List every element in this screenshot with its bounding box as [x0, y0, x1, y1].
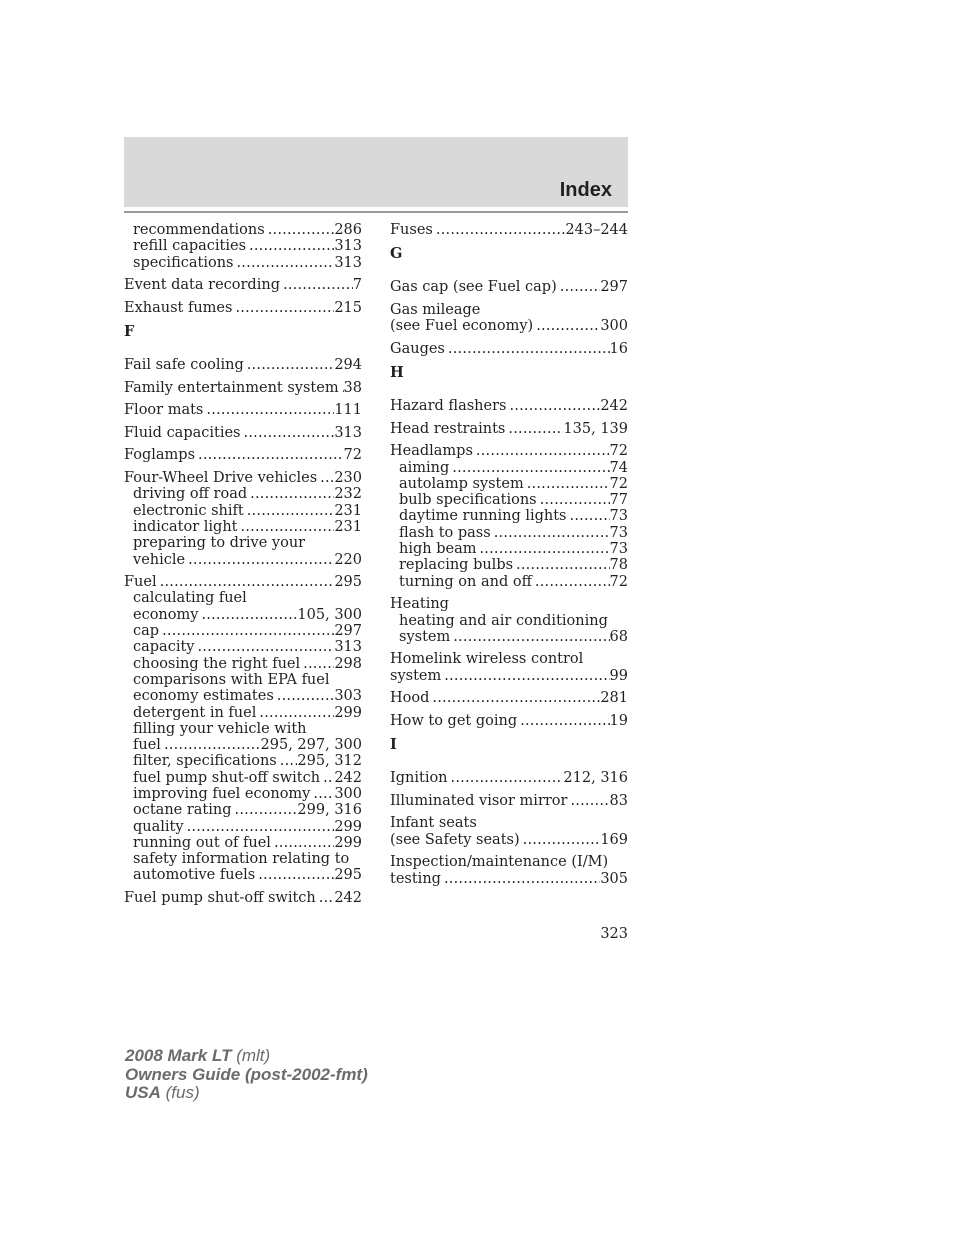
entry-label: (see Fuel economy) — [390, 318, 534, 335]
index-entry — [390, 279, 628, 295]
index-entry-line — [390, 770, 628, 786]
dot-leader — [274, 688, 335, 704]
dot-leader — [567, 793, 609, 809]
entry-page: 72 — [609, 443, 628, 460]
index-entry-line — [390, 668, 628, 684]
entry-page: 232 — [334, 486, 362, 503]
index-entry-line — [390, 302, 628, 318]
dot-leader — [433, 222, 566, 238]
entry-label: Headlamps — [390, 443, 473, 460]
footer-line-guide — [125, 1066, 368, 1085]
entry-label: detergent in fuel — [133, 704, 257, 721]
dot-leader — [476, 541, 609, 557]
entry-label: fuel pump shut-off switch — [133, 769, 321, 786]
entry-page: 169 — [600, 831, 628, 848]
dot-leader — [449, 460, 609, 476]
index-entry-line — [124, 277, 362, 293]
dot-leader — [505, 421, 563, 437]
entry-page: 313 — [334, 639, 362, 656]
dot-leader — [159, 623, 334, 639]
section-letter: H — [390, 364, 404, 382]
entry-page: 19 — [609, 712, 628, 729]
index-entry-line — [124, 447, 362, 463]
dot-leader — [256, 705, 334, 721]
entry-label: choosing the right fuel — [133, 655, 301, 672]
entry-page: 295 — [334, 867, 362, 884]
dot-leader — [271, 835, 334, 851]
section-letter: I — [390, 736, 397, 754]
entry-label: Illuminated visor mirror — [390, 792, 568, 809]
footer-market-code: (fus) — [160, 1083, 200, 1102]
entry-label: Four-Wheel Drive vehicles — [124, 470, 318, 487]
entry-label: Infant seats — [390, 815, 477, 832]
entry-page: 78 — [609, 557, 628, 574]
index-subentry — [124, 656, 362, 672]
entry-label: safety information relating to — [133, 851, 350, 868]
entry-label: running out of fuel — [133, 834, 271, 851]
dot-leader — [524, 476, 610, 492]
entry-page: 281 — [600, 690, 628, 707]
dot-leader — [277, 753, 298, 769]
index-entry-line — [124, 470, 362, 486]
index-entry — [390, 713, 628, 729]
dot-leader — [473, 443, 610, 459]
index-column-right — [390, 222, 628, 893]
footer-line-model — [125, 1047, 368, 1066]
dot-leader — [567, 508, 610, 524]
entry-page: 77 — [609, 492, 628, 509]
dot-leader — [513, 557, 610, 573]
dot-leader — [280, 277, 353, 293]
entry-label: Gauges — [390, 340, 445, 357]
dot-leader — [185, 552, 334, 568]
index-subentry — [124, 705, 362, 721]
dot-leader — [265, 222, 335, 238]
entry-page: 135, 139 — [563, 420, 628, 437]
dot-leader — [157, 574, 335, 590]
entry-label: Fuses — [390, 222, 433, 238]
dot-leader — [310, 786, 334, 802]
entry-label: Fuel — [124, 574, 157, 591]
index-entry — [390, 793, 628, 809]
index-subentry — [124, 688, 362, 704]
dot-leader — [520, 832, 601, 848]
index-subentry — [124, 753, 362, 769]
index-entry — [124, 574, 362, 884]
index-entry — [124, 470, 362, 568]
index-entry — [390, 443, 628, 590]
entry-page: 73 — [609, 541, 628, 558]
index-subentry — [390, 557, 628, 573]
entry-label: system — [390, 667, 442, 684]
index-entry-line — [390, 341, 628, 357]
entry-page: 299 — [334, 704, 362, 721]
footer-line-market — [125, 1084, 368, 1103]
index-subentry — [390, 541, 628, 557]
entry-label: Gas cap (see Fuel cap) — [390, 279, 557, 296]
entry-page: 313 — [334, 238, 362, 255]
entry-label: Exhaust fumes — [124, 299, 233, 316]
entry-label: refill capacities — [133, 238, 247, 255]
dot-leader — [429, 690, 600, 706]
index-subentry — [124, 737, 362, 753]
dot-leader — [246, 238, 334, 254]
entry-label: economy estimates — [133, 688, 274, 705]
dot-leader — [557, 279, 601, 295]
index-entry — [390, 815, 628, 848]
index-entry-line — [390, 596, 628, 612]
entry-label: Fluid capacities — [124, 424, 241, 441]
index-subentry — [124, 721, 362, 737]
entry-page: 294 — [334, 357, 362, 374]
section-letter: G — [390, 245, 403, 263]
index-entry-line — [124, 380, 362, 396]
entry-page: 16 — [609, 340, 628, 357]
entry-page: 83 — [609, 792, 628, 809]
index-entry — [124, 447, 362, 463]
index-entry — [390, 341, 628, 357]
index-entry-line — [390, 793, 628, 809]
entry-page: 72 — [609, 573, 628, 590]
entry-page: 303 — [334, 688, 362, 705]
entry-page: 297 — [600, 279, 628, 296]
index-subentry — [390, 460, 628, 476]
entry-page: 73 — [609, 524, 628, 541]
entry-label: electronic shift — [133, 502, 244, 519]
index-entry — [390, 398, 628, 414]
entry-page: 298 — [334, 655, 362, 672]
entry-label: Homelink wireless control — [390, 651, 584, 668]
entry-label: Head restraints — [390, 420, 506, 437]
index-subentry — [124, 867, 362, 883]
footer-model: 2008 Mark LT — [125, 1046, 232, 1065]
entry-label: driving off road — [133, 486, 248, 503]
entry-label: automotive fuels — [133, 867, 256, 884]
entry-page: 105, 300 — [297, 606, 362, 623]
index-entry-line — [390, 871, 628, 887]
index-subentry — [124, 835, 362, 851]
index-subentry — [124, 590, 362, 606]
entry-label: replacing bulbs — [399, 557, 514, 574]
entry-page: 299, 316 — [297, 802, 362, 819]
entry-label: daytime running lights — [399, 508, 567, 525]
index-subentry — [124, 255, 362, 271]
dot-leader — [184, 819, 335, 835]
dot-leader — [195, 447, 344, 463]
dot-leader — [255, 867, 334, 883]
index-entry-line — [390, 690, 628, 706]
index-entry — [390, 854, 628, 887]
dot-leader — [450, 629, 609, 645]
index-subentry — [124, 222, 362, 238]
dot-leader — [445, 341, 610, 357]
dot-leader — [441, 668, 609, 684]
index-subentry — [124, 623, 362, 639]
entry-page: 99 — [609, 667, 628, 684]
index-entry — [124, 300, 362, 316]
index-entry-line — [124, 300, 362, 316]
index-entry — [124, 357, 362, 373]
entry-page: 305 — [600, 870, 628, 887]
entry-page: 295 — [334, 574, 362, 591]
dot-leader — [533, 318, 600, 334]
entry-page: 230 — [334, 470, 362, 487]
entry-label: system — [399, 628, 451, 645]
entry-label: fuel — [133, 737, 161, 754]
index-subentry — [390, 492, 628, 508]
index-entry-line — [390, 815, 628, 831]
entry-page: 212, 316 — [563, 770, 628, 787]
index-subentry — [124, 552, 362, 568]
index-subentry — [124, 770, 362, 786]
entry-label: calculating fuel — [133, 590, 247, 607]
entry-page: 286 — [334, 222, 362, 238]
index-entry-line — [124, 425, 362, 441]
dot-leader — [237, 519, 334, 535]
index-subentry — [124, 639, 362, 655]
entry-label: Ignition — [390, 770, 448, 787]
index-entry — [124, 277, 362, 293]
entry-page: 73 — [609, 508, 628, 525]
entry-page: 295, 312 — [297, 753, 362, 770]
header-divider — [124, 211, 628, 213]
index-entry-line — [390, 398, 628, 414]
entry-page: 111 — [334, 402, 362, 419]
entry-label: filter, specifications — [133, 753, 277, 770]
dot-leader — [198, 607, 297, 623]
entry-page: 231 — [334, 502, 362, 519]
dot-leader — [300, 656, 334, 672]
dot-leader — [491, 525, 610, 541]
entry-label: Fail safe cooling — [124, 357, 244, 374]
dot-leader — [316, 890, 335, 906]
index-entry — [124, 222, 362, 271]
entry-label: Hazard flashers — [390, 398, 507, 415]
entry-label: flash to pass — [399, 524, 491, 541]
index-entry-line — [390, 222, 628, 238]
index-subentry — [390, 574, 628, 590]
index-subentry — [124, 851, 362, 867]
index-entry-line — [390, 318, 628, 334]
entry-label: economy — [133, 606, 199, 623]
entry-page: 243–244 — [565, 222, 628, 238]
index-subentry — [124, 486, 362, 502]
index-subentry — [124, 819, 362, 835]
entry-page: 38 — [343, 379, 362, 396]
entry-label: specifications — [133, 254, 234, 271]
dot-leader — [506, 398, 600, 414]
dot-leader — [537, 492, 610, 508]
index-entry-line — [390, 443, 628, 459]
header-band — [124, 137, 628, 207]
entry-page: 72 — [343, 447, 362, 464]
footer-guide: Owners Guide (post-2002-fmt) — [125, 1064, 368, 1084]
entry-label: preparing to drive your — [133, 535, 306, 552]
dot-leader — [532, 574, 610, 590]
index-entry — [390, 302, 628, 335]
dot-leader — [233, 255, 334, 271]
entry-label: recommendations — [133, 222, 265, 238]
index-entry — [124, 425, 362, 441]
entry-label: testing — [390, 870, 441, 887]
index-entry — [124, 890, 362, 906]
entry-page: 300 — [600, 318, 628, 335]
entry-label: comparisons with EPA fuel — [133, 671, 330, 688]
index-entry — [390, 690, 628, 706]
dot-leader — [320, 770, 334, 786]
footer-model-code: (mlt) — [231, 1046, 271, 1065]
entry-label: quality — [133, 818, 184, 835]
index-subentry — [124, 802, 362, 818]
index-subentry — [390, 476, 628, 492]
dot-leader — [244, 357, 335, 373]
dot-leader — [247, 486, 334, 502]
dot-leader — [448, 770, 564, 786]
dot-leader — [203, 402, 334, 418]
index-entry — [390, 770, 628, 786]
entry-label: autolamp system — [399, 475, 524, 492]
dot-leader — [441, 871, 600, 887]
index-subentry — [124, 238, 362, 254]
entry-label: high beam — [399, 541, 477, 558]
entry-page: 313 — [334, 254, 362, 271]
entry-label: Event data recording — [124, 277, 280, 294]
dot-leader — [232, 802, 298, 818]
entry-label: (see Safety seats) — [390, 831, 520, 848]
entry-label: indicator light — [133, 518, 238, 535]
entry-page: 72 — [609, 475, 628, 492]
dot-leader — [317, 470, 334, 486]
index-entry — [390, 421, 628, 437]
footer-market: USA — [125, 1083, 161, 1102]
entry-label: Gas mileage — [390, 301, 481, 318]
entry-page: 74 — [609, 459, 628, 476]
index-entry-line — [390, 279, 628, 295]
index-entry — [390, 222, 628, 238]
dot-leader — [241, 425, 335, 441]
index-entry-line — [124, 402, 362, 418]
section-letter: F — [124, 323, 135, 341]
entry-page: 242 — [600, 398, 628, 415]
entry-label: Family entertainment system — [124, 379, 339, 396]
dot-leader — [244, 503, 335, 519]
footer — [125, 1047, 368, 1103]
entry-label: Foglamps — [124, 447, 196, 464]
index-entry — [124, 380, 362, 396]
index-subentry — [124, 519, 362, 535]
dot-leader — [161, 737, 261, 753]
entry-page: 220 — [334, 551, 362, 568]
index-entry — [390, 596, 628, 645]
index-entry-line — [124, 357, 362, 373]
dot-leader — [517, 713, 609, 729]
entry-label: Inspection/maintenance (I/M) — [390, 854, 609, 871]
index-entry-line — [390, 832, 628, 848]
entry-label: Hood — [390, 690, 430, 707]
entry-page: 295, 297, 300 — [260, 737, 362, 754]
entry-label: capacity — [133, 639, 195, 656]
entry-page: 7 — [352, 277, 362, 294]
entry-page: 297 — [334, 623, 362, 640]
index-entry — [124, 402, 362, 418]
index-subentry — [124, 672, 362, 688]
page-title: Index — [559, 179, 612, 201]
entry-page: 313 — [334, 424, 362, 441]
entry-page: 299 — [334, 834, 362, 851]
entry-label: aiming — [399, 459, 450, 476]
entry-label: improving fuel economy — [133, 785, 311, 802]
index-subentry — [390, 508, 628, 524]
index-subentry — [124, 607, 362, 623]
entry-label: bulb specifications — [399, 492, 537, 509]
index-entry-line — [390, 421, 628, 437]
entry-label: vehicle — [133, 551, 186, 568]
dot-leader — [194, 639, 334, 655]
index-subentry — [124, 535, 362, 551]
index-subentry — [124, 503, 362, 519]
index-entry-line — [390, 651, 628, 667]
entry-page: 242 — [334, 890, 362, 907]
entry-label: heating and air conditioning — [399, 612, 608, 629]
entry-page: 242 — [334, 769, 362, 786]
entry-page: 300 — [334, 785, 362, 802]
entry-label: Floor mats — [124, 402, 204, 419]
dot-leader — [232, 300, 334, 316]
entry-label: octane rating — [133, 802, 232, 819]
index-subentry — [390, 613, 628, 629]
entry-page: 231 — [334, 518, 362, 535]
entry-page: 68 — [609, 628, 628, 645]
index-column-left — [124, 222, 362, 913]
entry-label: turning on and off — [399, 573, 532, 590]
entry-page: 215 — [334, 299, 362, 316]
entry-label: cap — [133, 623, 160, 640]
index-entry-line — [124, 890, 362, 906]
index-entry-line — [390, 854, 628, 870]
page-number: 323 — [600, 926, 628, 942]
entry-label: Fuel pump shut-off switch — [124, 890, 316, 907]
index-entry-line — [390, 713, 628, 729]
entry-page: 299 — [334, 818, 362, 835]
entry-label: filling your vehicle with — [133, 720, 307, 737]
index-subentry — [124, 786, 362, 802]
index-subentry — [390, 525, 628, 541]
entry-label: Heating — [390, 596, 449, 613]
entry-label: How to get going — [390, 712, 518, 729]
index-subentry — [390, 629, 628, 645]
index-entry-line — [124, 574, 362, 590]
index-entry — [390, 651, 628, 684]
